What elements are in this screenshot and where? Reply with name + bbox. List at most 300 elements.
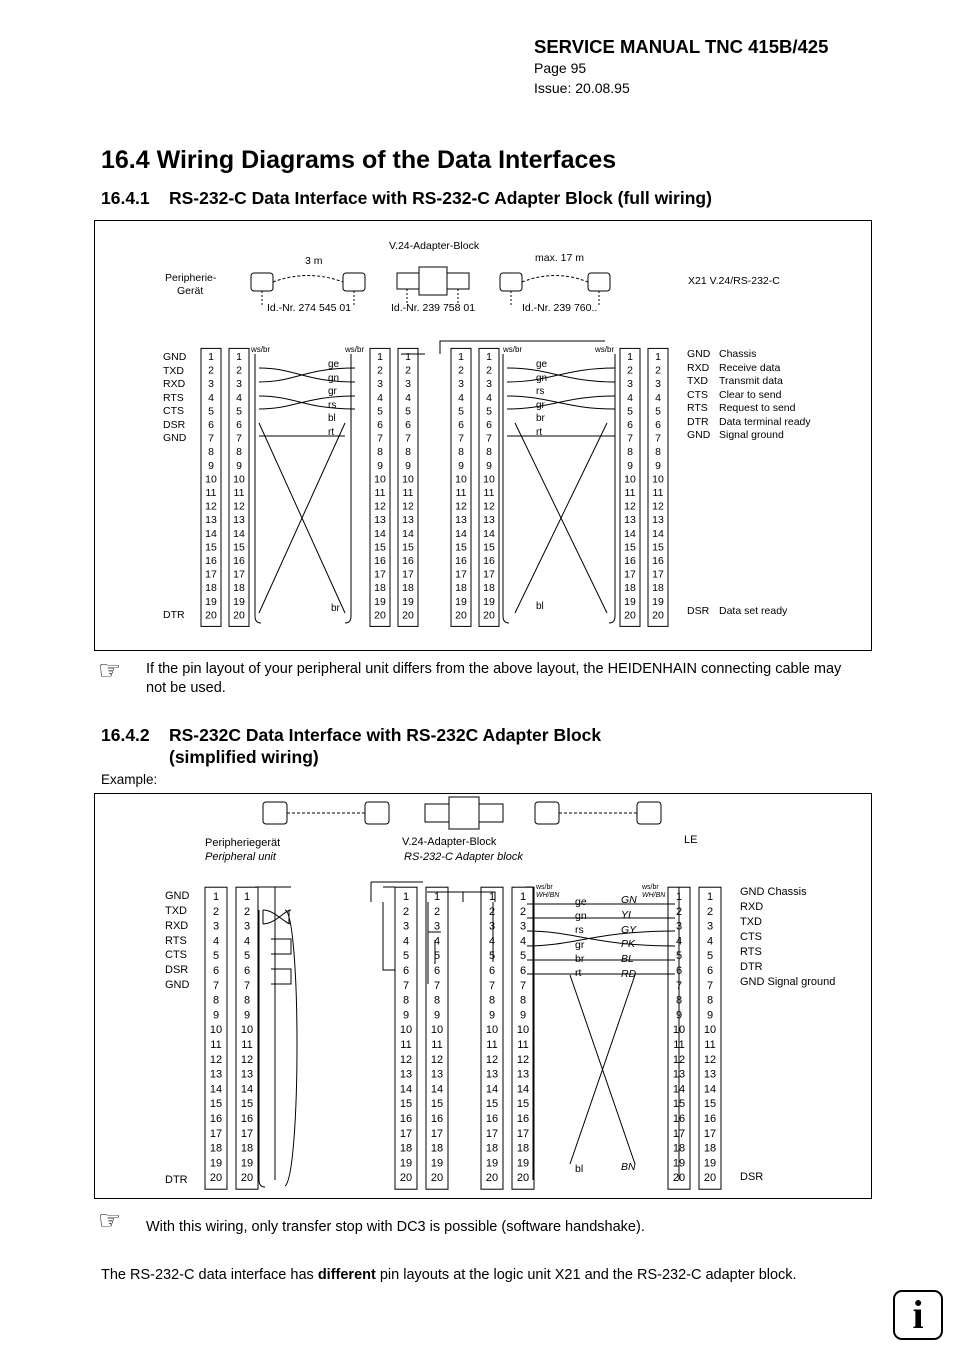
pin-number: 9 <box>706 1009 714 1022</box>
plug-icon <box>365 802 389 824</box>
pin-number: 19 <box>483 595 495 608</box>
cable2-length: max. 17 m <box>535 252 585 264</box>
simplified-wiring-diagram <box>94 793 872 1199</box>
pin-number: 17 <box>516 1127 530 1140</box>
pin-number: 16 <box>624 555 636 567</box>
pin-number: 11 <box>624 487 636 499</box>
wire-color: BN <box>621 1161 636 1173</box>
adapter-socket-icon <box>479 804 503 822</box>
x21-label: X21 V.24/RS-232-C <box>688 275 780 287</box>
pin-number: 19 <box>240 1157 254 1170</box>
manual-title: SERVICE MANUAL TNC 415B/425 <box>534 36 829 57</box>
pin-number: 14 <box>483 527 495 540</box>
pin-number: 9 <box>486 459 492 472</box>
pin-number: 3 <box>488 920 496 933</box>
pin-number: 9 <box>212 1009 220 1022</box>
pin-number: 9 <box>402 1009 410 1022</box>
pin-number: 10 <box>233 473 245 486</box>
pin-number: 6 <box>212 965 220 977</box>
pin-number: 19 <box>399 1157 413 1170</box>
signal-name: CTS <box>687 389 708 401</box>
pin-number: 1 <box>488 891 496 903</box>
pin-number: 3 <box>675 920 683 933</box>
pin-number: 8 <box>236 446 242 459</box>
pin-number: 18 <box>485 1142 499 1155</box>
pin-number: 18 <box>240 1142 254 1155</box>
le-label: LE <box>684 834 698 846</box>
pin-number: 12 <box>624 500 636 513</box>
signal-rxd: RXD <box>163 378 186 390</box>
pin-number: 2 <box>458 364 464 377</box>
pin-number: 15 <box>516 1098 530 1111</box>
signal-name: DTR <box>687 416 709 428</box>
pin-number: 1 <box>519 891 527 903</box>
pin-number: 3 <box>377 378 383 391</box>
signal-entry: TXD <box>740 916 762 928</box>
pin-number: 1 <box>243 891 251 903</box>
signal-txd: TXD <box>165 905 187 917</box>
pin-number: 7 <box>208 432 214 445</box>
signal-rts: RTS <box>165 935 187 947</box>
wire-color: bl <box>536 601 544 612</box>
pin-number: 2 <box>377 364 383 377</box>
pin-number: 4 <box>243 935 251 948</box>
signal-name: GND <box>687 348 711 360</box>
section-heading-16-4-2 <box>101 724 601 768</box>
pin-number: 15 <box>672 1098 686 1111</box>
wire-color: bl <box>328 413 336 424</box>
signal-entry: GND Signal ground <box>740 976 836 988</box>
pin-number: 1 <box>405 351 411 363</box>
pin-number: 11 <box>233 487 245 499</box>
full-wiring-diagram <box>94 220 872 651</box>
pin-number: 13 <box>485 1068 499 1081</box>
pin-number: 5 <box>706 950 714 963</box>
pin-number: 17 <box>624 568 636 581</box>
full-wiring-svg <box>95 221 871 650</box>
info-icon: i <box>893 1290 943 1340</box>
pin-number: 2 <box>655 364 661 377</box>
pin-number: 16 <box>374 555 386 567</box>
pin-number: 2 <box>208 364 214 377</box>
pin-number: 12 <box>672 1053 686 1066</box>
pin-number: 17 <box>483 568 495 581</box>
wire-color: br <box>536 413 545 424</box>
pin-number: 17 <box>240 1127 254 1140</box>
pin-number: 14 <box>205 527 217 540</box>
pin-number: 1 <box>458 351 464 363</box>
pin-number: 10 <box>205 473 217 486</box>
pin-number: 4 <box>486 391 492 404</box>
pin-number: 9 <box>458 459 464 472</box>
peripheral-label-2: Gerät <box>177 285 204 297</box>
pin-number: 6 <box>655 419 661 431</box>
pin-number: 6 <box>405 419 411 431</box>
pointing-hand-icon: ☞ <box>98 1205 122 1235</box>
example-label: Example: <box>101 772 158 787</box>
pin-number: 16 <box>402 555 414 567</box>
pin-number: 7 <box>486 432 492 445</box>
shield-label: ws/br <box>251 345 271 354</box>
pin-number: 16 <box>652 555 664 567</box>
pin-number: 13 <box>624 514 636 527</box>
pin-number: 10 <box>209 1024 223 1037</box>
document-header <box>534 36 828 98</box>
pin-number: 11 <box>431 1039 443 1051</box>
signal-cts: CTS <box>165 949 187 961</box>
pin-number: 18 <box>652 582 664 595</box>
pin-number: 14 <box>672 1083 686 1096</box>
pin-number: 20 <box>402 609 414 622</box>
pin-number: 5 <box>405 405 411 418</box>
pin-number: 4 <box>627 391 633 404</box>
pin-number: 2 <box>236 364 242 377</box>
signal-entry: GND Chassis <box>740 886 807 898</box>
pin-number: 6 <box>519 965 527 977</box>
left-signal-list <box>163 351 187 621</box>
pin-number: 3 <box>519 920 527 933</box>
pin-number: 19 <box>374 595 386 608</box>
peripheral-label-1: Peripherie- <box>165 272 217 284</box>
pin-number: 10 <box>430 1024 444 1037</box>
pin-number: 11 <box>486 1039 498 1051</box>
signal-name: GND <box>687 429 711 441</box>
pin-number: 10 <box>240 1024 254 1037</box>
section-heading-16-4-1 <box>101 187 712 209</box>
pin-number: 17 <box>485 1127 499 1140</box>
section-number: 16.4.2 <box>101 725 150 745</box>
pin-number: 11 <box>205 487 217 499</box>
wire-color: gn <box>328 373 340 384</box>
pin-number: 6 <box>433 965 441 977</box>
signal-gnd: GND <box>163 432 187 444</box>
wire-color: gr <box>575 939 585 951</box>
pin-number: 9 <box>243 1009 251 1022</box>
pin-number: 5 <box>402 950 410 963</box>
pin-number: 6 <box>486 419 492 431</box>
signal-gnd: GND <box>163 351 187 363</box>
pin-number: 20 <box>374 609 386 622</box>
pin-number: 1 <box>706 891 714 903</box>
section-title-line1: RS-232C Data Interface with RS-232C Adapter Block <box>169 725 602 745</box>
plug-icon <box>500 273 522 291</box>
wire-color: rt <box>328 427 335 438</box>
pin-number: 12 <box>209 1053 223 1066</box>
pin-number: 17 <box>205 568 217 581</box>
pin-number: 19 <box>516 1157 530 1170</box>
pin-number: 10 <box>516 1024 530 1037</box>
pin-number: 8 <box>433 994 441 1007</box>
pin-number: 10 <box>402 473 414 486</box>
cable1-length: 3 m <box>305 255 323 267</box>
signal-desc: Clear to send <box>719 389 782 401</box>
signal-gnd: GND <box>165 979 190 991</box>
pin-number: 1 <box>236 351 242 363</box>
section-title: RS-232-C Data Interface with RS-232-C Adapter Block (full wiring) <box>169 188 712 208</box>
pin-number: 16 <box>485 1113 499 1125</box>
pin-number: 7 <box>706 979 714 992</box>
pin-number: 9 <box>627 459 633 472</box>
pin-number: 8 <box>402 994 410 1007</box>
signal-desc: Chassis <box>719 348 757 360</box>
signal-cts: CTS <box>163 405 184 417</box>
note-pin-layout: If the pin layout of your peripheral unit differs from the above layout, the HEIDENHAIN connecting cable may not be used. <box>146 661 842 696</box>
pin-number: 8 <box>212 994 220 1007</box>
pin-number: 5 <box>675 950 683 963</box>
pin-number: 4 <box>488 935 496 948</box>
id-cable2: Id.-Nr. 239 760.. <box>522 302 598 314</box>
pointing-hand-icon: ☞ <box>98 655 122 685</box>
pin-number: 16 <box>430 1113 444 1125</box>
wire-color: YI <box>621 909 631 921</box>
pin-number: 15 <box>205 541 217 554</box>
adapter-socket-icon <box>397 273 419 289</box>
pin-number: 3 <box>212 920 220 933</box>
pin-number: 12 <box>652 500 664 513</box>
pin-number: 19 <box>485 1157 499 1170</box>
pin-number: 6 <box>377 419 383 431</box>
pin-number: 20 <box>205 609 217 622</box>
wire-color: rs <box>536 386 545 397</box>
pin-number: 11 <box>517 1039 529 1051</box>
pin-number: 5 <box>458 405 464 418</box>
peripheral-en: Peripheral unit <box>205 851 276 863</box>
pin-number: 13 <box>430 1068 444 1081</box>
pin-number: 13 <box>516 1068 530 1081</box>
pin-number: 6 <box>458 419 464 431</box>
shield-label: ws/br <box>345 345 365 354</box>
signal-rts: RTS <box>163 392 184 404</box>
adapter-block-icon <box>419 267 447 295</box>
page-title: 16.4 Wiring Diagrams of the Data Interfaces <box>101 146 617 174</box>
pin-number: 9 <box>236 459 242 472</box>
pin-number: 15 <box>402 541 414 554</box>
pin-number: 8 <box>519 994 527 1007</box>
pin-number: 10 <box>399 1024 413 1037</box>
pin-number: 2 <box>488 905 496 918</box>
pin-number: 17 <box>374 568 386 581</box>
pin-number: 8 <box>655 446 661 459</box>
pin-number: 10 <box>703 1024 717 1037</box>
pin-number: 14 <box>652 527 664 540</box>
pin-number: 10 <box>624 473 636 486</box>
pin-number: 7 <box>243 979 251 992</box>
footer-emphasis: different <box>317 1267 376 1283</box>
signal-txd: TXD <box>163 365 184 377</box>
right-signal-list <box>687 348 811 617</box>
pin-number: 13 <box>402 514 414 527</box>
pin-number: 10 <box>455 473 467 486</box>
right-signal-list <box>740 886 835 1183</box>
pin-number: 8 <box>208 446 214 459</box>
signal-entry: DSR <box>740 1171 764 1183</box>
pin-number: 12 <box>483 500 495 513</box>
pin-number: 18 <box>205 582 217 595</box>
pin-number: 20 <box>703 1172 717 1185</box>
pin-number: 20 <box>399 1172 413 1185</box>
wire-color: ge <box>328 359 340 370</box>
pin-number: 18 <box>483 582 495 595</box>
pin-number: 13 <box>483 514 495 527</box>
wire-color: rs <box>328 400 337 411</box>
note-software-handshake: With this wiring, only transfer stop with DC3 is possible (software handshake). <box>146 1219 645 1235</box>
adapter-socket-icon <box>425 804 449 822</box>
adapter-title: V.24-Adapter-Block <box>389 240 480 252</box>
pin-number: 15 <box>624 541 636 554</box>
pin-number: 7 <box>405 432 411 445</box>
pin-number: 19 <box>209 1157 223 1170</box>
pin-number: 20 <box>672 1172 686 1185</box>
pin-number: 18 <box>624 582 636 595</box>
pin-number: 19 <box>402 595 414 608</box>
wire-color: GY <box>621 924 637 936</box>
pin-number: 1 <box>377 351 383 363</box>
pin-number: 15 <box>483 541 495 554</box>
pin-number: 11 <box>704 1039 716 1051</box>
pin-number: 9 <box>488 1009 496 1022</box>
wire-color: GN <box>621 894 637 906</box>
pin-number: 5 <box>486 405 492 418</box>
pin-number: 11 <box>652 487 664 499</box>
pin-number: 18 <box>516 1142 530 1155</box>
pin-number: 4 <box>458 391 464 404</box>
pin-number: 4 <box>405 391 411 404</box>
pin-number: 12 <box>402 500 414 513</box>
pin-number: 16 <box>209 1113 223 1125</box>
pin-number: 16 <box>240 1113 254 1125</box>
pin-number: 18 <box>430 1142 444 1155</box>
pin-number: 1 <box>208 351 214 363</box>
pin-number: 1 <box>486 351 492 363</box>
pin-number: 5 <box>236 405 242 418</box>
pin-number: 2 <box>243 905 251 918</box>
signal-dtr: DTR <box>163 609 185 621</box>
pin-number: 19 <box>233 595 245 608</box>
pin-number: 14 <box>624 527 636 540</box>
pin-number: 6 <box>402 965 410 977</box>
pin-number: 15 <box>455 541 467 554</box>
pin-number: 7 <box>519 979 527 992</box>
pin-number: 4 <box>519 935 527 948</box>
signal-name: TXD <box>687 375 708 387</box>
pin-number: 16 <box>399 1113 413 1125</box>
pin-number: 14 <box>485 1083 499 1096</box>
pin-number: 5 <box>377 405 383 418</box>
pin-number: 18 <box>455 582 467 595</box>
adapter-block-icon <box>449 797 479 829</box>
pin-number: 11 <box>241 1039 253 1051</box>
pin-number: 13 <box>399 1068 413 1081</box>
pin-number: 20 <box>652 609 664 622</box>
pin-number: 8 <box>243 994 251 1007</box>
pin-number: 19 <box>624 595 636 608</box>
pin-number: 8 <box>377 446 383 459</box>
pin-number: 14 <box>233 527 245 540</box>
pin-number: 2 <box>675 905 683 918</box>
pin-number: 12 <box>455 500 467 513</box>
pin-number: 9 <box>519 1009 527 1022</box>
signal-dsr: DSR <box>165 964 189 976</box>
pin-number: 14 <box>455 527 467 540</box>
pin-number: 12 <box>399 1053 413 1066</box>
pin-number: 18 <box>672 1142 686 1155</box>
pin-number: 20 <box>430 1172 444 1185</box>
pin-number: 9 <box>208 459 214 472</box>
pin-number: 14 <box>703 1083 717 1096</box>
pin-number: 9 <box>655 459 661 472</box>
wire-color: rt <box>575 967 582 979</box>
pin-number: 16 <box>205 555 217 567</box>
pin-number: 4 <box>675 935 683 948</box>
shield-label: WH/BN <box>642 892 666 899</box>
pin-number: 14 <box>209 1083 223 1096</box>
pin-number: 19 <box>703 1157 717 1170</box>
pin-number: 4 <box>706 935 714 948</box>
pin-number: 20 <box>624 609 636 622</box>
pin-number: 17 <box>703 1127 717 1140</box>
pin-number: 3 <box>627 378 633 391</box>
pin-number: 17 <box>209 1127 223 1140</box>
pin-number: 15 <box>485 1098 499 1111</box>
pin-number: 20 <box>485 1172 499 1185</box>
pin-number: 10 <box>374 473 386 486</box>
pin-number: 4 <box>655 391 661 404</box>
pin-number: 7 <box>377 432 383 445</box>
signal-entry: DTR <box>740 961 763 973</box>
pin-number: 1 <box>433 891 441 903</box>
pin-number: 17 <box>455 568 467 581</box>
pin-number: 18 <box>399 1142 413 1155</box>
pin-number: 19 <box>205 595 217 608</box>
pin-number: 2 <box>212 905 220 918</box>
pin-number: 12 <box>374 500 386 513</box>
pin-number: 13 <box>205 514 217 527</box>
pin-number: 13 <box>455 514 467 527</box>
pin-number: 18 <box>209 1142 223 1155</box>
pin-number: 9 <box>377 459 383 472</box>
pin-number: 14 <box>374 527 386 540</box>
pin-number: 19 <box>455 595 467 608</box>
pin-number: 19 <box>672 1157 686 1170</box>
pin-number: 11 <box>210 1039 222 1051</box>
pin-number: 10 <box>672 1024 686 1037</box>
pin-number: 7 <box>236 432 242 445</box>
wire-color: RD <box>621 968 637 980</box>
pin-number: 5 <box>519 950 527 963</box>
pin-number: 12 <box>233 500 245 513</box>
id-adapter: Id.-Nr. 239 758 01 <box>391 302 476 314</box>
plug-icon <box>637 802 661 824</box>
pin-number: 20 <box>209 1172 223 1185</box>
pin-number: 5 <box>433 950 441 963</box>
pin-number: 6 <box>208 419 214 431</box>
plug-icon <box>251 273 273 291</box>
shield-label: ws/br <box>595 345 615 354</box>
pin-number: 9 <box>405 459 411 472</box>
wire-color: gr <box>536 400 545 411</box>
wire-color: ge <box>575 896 587 908</box>
pin-number: 11 <box>374 487 386 499</box>
pin-number: 6 <box>675 965 683 977</box>
pin-number: 7 <box>433 979 441 992</box>
signal-name: DSR <box>687 605 710 617</box>
wire-color: rt <box>536 427 543 438</box>
pin-number: 3 <box>402 920 410 933</box>
pin-number: 7 <box>458 432 464 445</box>
pin-number: 18 <box>374 582 386 595</box>
signal-dsr: DSR <box>163 419 186 431</box>
pin-number: 6 <box>488 965 496 977</box>
